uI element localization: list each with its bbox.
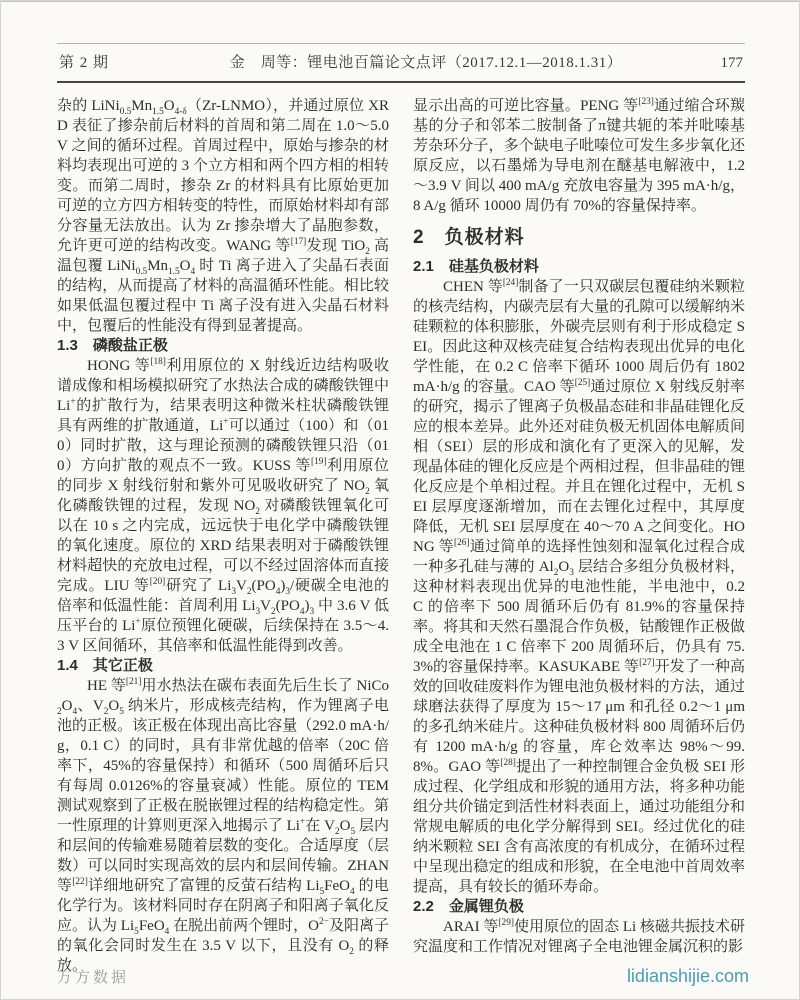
subsection-heading: 1.3 磷酸盐正极 <box>57 337 168 354</box>
subsection-heading: 2.2 金属锂负极 <box>413 898 524 915</box>
page-number: 177 <box>720 55 743 71</box>
paragraph: 杂的 $LiNi_{0.5}Mn_{1.5}O_{4-\delta}(Zr-LNMO)$，并通过原位 XRD 表征了掺杂前后材料的首周和第二周在 1.0～5.0 V 之间的循环过程。首周过程中，原始与掺杂的材料均表现出可逆的 3 个立方相和两个四方相的相转变。而第二周时，掺杂 Zr 的材料具有比原始更加可逆的立方四方相转变的特性，而原始材料却有部分容量无法放出。认为 Zr 掺杂增大了晶胞参数，允许更可逆的结构改变。WANG 等[17]发现 TiO$_2$ 高温包覆 $LiNi_{0.5}Mn_{1.5}O_4$ 时 Ti 离子进入了尖晶石表面的结构，从而提高了材料的高温循环性能。相比较如果低温包覆过程中 Ti 离子没有进入尖晶石材料中，包覆后的性能没有得到显著提高。 <box>57 98 389 334</box>
subsection-heading: 1.4 其它正极 <box>57 657 153 674</box>
running-title: 金 周等：锂电池百篇论文点评（2017.12.1—2018.1.31） <box>229 55 623 71</box>
subsection-heading: 2.1 硅基负极材料 <box>413 258 539 275</box>
journal-issue: 第 2 期 <box>59 55 110 71</box>
paragraph: ARAI 等[29]使用原位的固态 Li 核磁共振技术研究温度和工作情况对锂离子全电池锂金属沉积的影 <box>413 918 745 955</box>
site-watermark: lidianshijie.com <box>626 966 749 986</box>
page-footer <box>57 966 749 987</box>
paragraph: HE 等[21]用水热法在碳布表面先后生长了 $NiCo_2O_4$、$V_2O_5$ 纳米片，形成核壳结构，作为锂离子电池的正极。该正极在体现出高比容量（292.0 mA·h/g，0.1 C）的同时，具有非常优越的倍率（20C 倍率下，45%的容量保持）和循环（500 周循环后只有每周 0.0126%的容量衰减）性能。原位的 TEM 测试观察到了正极在脱嵌锂过程的结构稳定性。第一性原理的计算则更深入地揭示了 Li+在 $V_2O_5$ 层内和层间的传输难易随着层数的变化。合适厚度（层数）可以同时实现高效的层内和层间传输。ZHAN 等[22]详细地研究了富锂的反萤石结构 $Li_5FeO_4$ 的电化学行为。该材料同时存在阴离子和阳离子氧化反应。认为 $Li_5FeO_4$ 在脱出前两个锂时，$O^{2-}$及阳离子的氧化会同时发生在 3.5 V 以下，且没有 $O_2$ 的释放。 <box>57 677 389 974</box>
section-heading: 2 负极材料 <box>413 227 525 248</box>
two-column-body <box>57 96 745 976</box>
paragraph: 显示出高的可逆比容量。PENG 等[23]通过缩合环羰基的分子和邻苯二胺制备了π键共轭的苯并吡嗪基芳杂环分子，多个缺电子吡嗪位可发生多步氧化还原反应，以石墨烯为导电剂在醚基电解液中，1.2～3.9 V 间以 400 mA/g 充放电容量为 395 mA·h/g，8 A/g 循环 10000 周仍有 70%的容量保持率。 <box>413 97 745 214</box>
right-column <box>413 96 745 976</box>
page-header <box>57 43 745 83</box>
paragraph: CHEN 等[24]制备了一只双碳层包覆硅纳米颗粒的核壳结构，内碳壳层有大量的孔隙可以缓解纳米硅颗粒的体积膨胀，外碳壳层则有利于形成稳定 SEI。因此这种双核壳硅复合结构表现出优异的电化学性能，在 0.2 C 倍率下循环 1000 周后仍有 1802 mA·h/g 的容量。CAO 等[25]通过原位 X 射线反射率的研究，揭示了锂离子负极晶态硅和非晶硅锂化反应的根本差异。此外还对硅负极无机固体电解质间相（SEI）层的形成和演化有了更深入的见解，发现晶体硅的锂化反应是个两相过程，但非晶硅的锂化反应是个单相过程。并且在锂化过程中，无机 SEI 层厚度逐渐增加，而在去锂化过程中，其厚度降低，无机 SEI 层厚度在 40～70 A 之间变化。HONG 等[26]通过简单的选择性蚀刻和湿氧化过程合成一种多孔硅与薄的 $Al_2O_3$ 层结合多组分负极材料，这种材料表现出优异的电池性能，半电池中，0.2 C 的倍率下 500 周循环后仍有 81.9%的容量保持率。将其和天然石墨混合作负极，钴酸锂作正极做成全电池在 1 C 倍率下 200 周循环后，仍具有 75.3%的容量保持率。KASUKABE 等[27]开发了一种高效的回收硅废料作为锂电池负极材料的方法，通过球磨法获得了厚度为 15～17 μm 和孔径 0.2～1 μm 的多孔纳米硅片。这种硅负极材料 800 周循环后仍有 1200 mA·h/g 的容量，库仑效率达 98%～99.8%。GAO 等[28]提出了一种控制锂合金负极 SEI 形成过程、化学组成和形貌的通用方法，将多种功能组分共价锚定到活性材料表面上，通过功能组分和常规电解质的电化学分解得到 SEI。经过优化的硅纳米颗粒 SEI 含有高浓度的有机成分，在循环过程中呈现出稳定的组成和形貌，在全电池中首周效率提高，具有较长的循环寿命。 <box>413 278 745 895</box>
paragraph: HONG 等[18]利用原位的 X 射线近边结构吸收谱成像和相场模拟研究了水热法合成的磷酸铁锂中 Li+的扩散行为，结果表明这种微米柱状磷酸铁锂具有两维的扩散通道，Li+可以通过（100）和（010）同时扩散，这与理论预测的磷酸铁锂只沿（010）方向扩散的观点不一致。KUSS 等[19]利用原位的同步 X 射线衍射和紫外可见吸收研究了 $NO_2$ 氧化磷酸铁锂的过程，发现 $NO_2$ 对磷酸铁锂氧化可以在 10 s 之内完成，远远快于电化学中磷酸铁锂的氧化速度。原位的 XRD 结果表明对于磷酸铁锂材料超快的充放电过程，可以不经过固溶体而直接完成。LIU 等[20]研究了 $Li_3V_2(PO_4)_3/$硬碳全电池的倍率和低温性能：首周利用 $Li_3V_2(PO_4)_3$ 中 3.6 V 低压平台的 Li+原位预锂化硬碳，后续保持在 3.5～4.3 V 区间循环，其倍率和低温性能得到改善。 <box>57 357 390 654</box>
wanfang-watermark: 万方数据 <box>57 970 130 986</box>
left-column <box>57 96 389 976</box>
